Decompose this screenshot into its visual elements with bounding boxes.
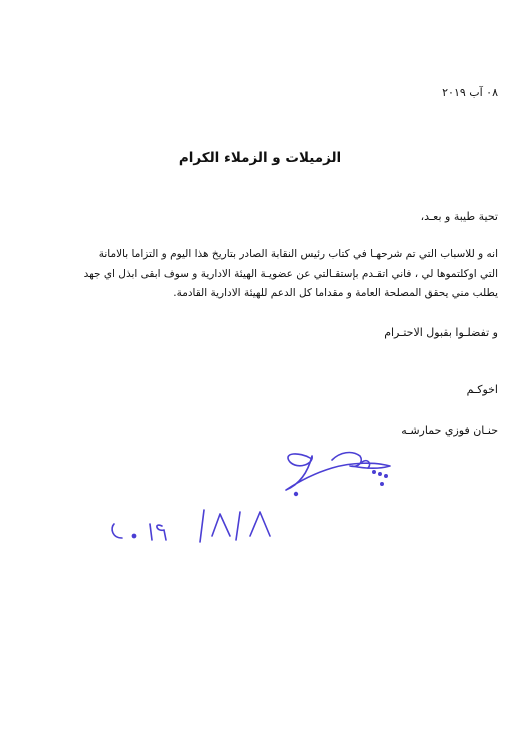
body-line-2: التي اوكلتموها لي ، فاني اتقـدم بإستقـالتي عن عضويـة الهيئة الادارية و سوف ابقى ابذل اي جهد (83, 267, 498, 280)
letter-title: الزميلات و الزملاء الكرام (178, 150, 342, 166)
letter-body (20, 245, 498, 304)
closing-line: و تفضلـوا بقبول الاحتـرام (384, 326, 498, 339)
from-label: اخوكـم (466, 383, 498, 396)
signer-name: حنـان فوزي حمارشـه (401, 424, 498, 437)
handwritten-signature (100, 440, 460, 570)
body-line-1: انه و للاسباب التي تم شرحهـا في كتاب رئيس النقابة الصادر بتاريخ هذا اليوم و التزاما بالامانة (98, 248, 498, 260)
body-line-3: يطلب مني يحقق المصلحة العامة و مقداما كل الدعم للهيئة الادارية القادمة. (173, 287, 498, 299)
letter-date: ٠٨ آب ٢٠١٩ (442, 86, 498, 99)
greeting: تحية طيبة و بعـد، (420, 210, 498, 223)
